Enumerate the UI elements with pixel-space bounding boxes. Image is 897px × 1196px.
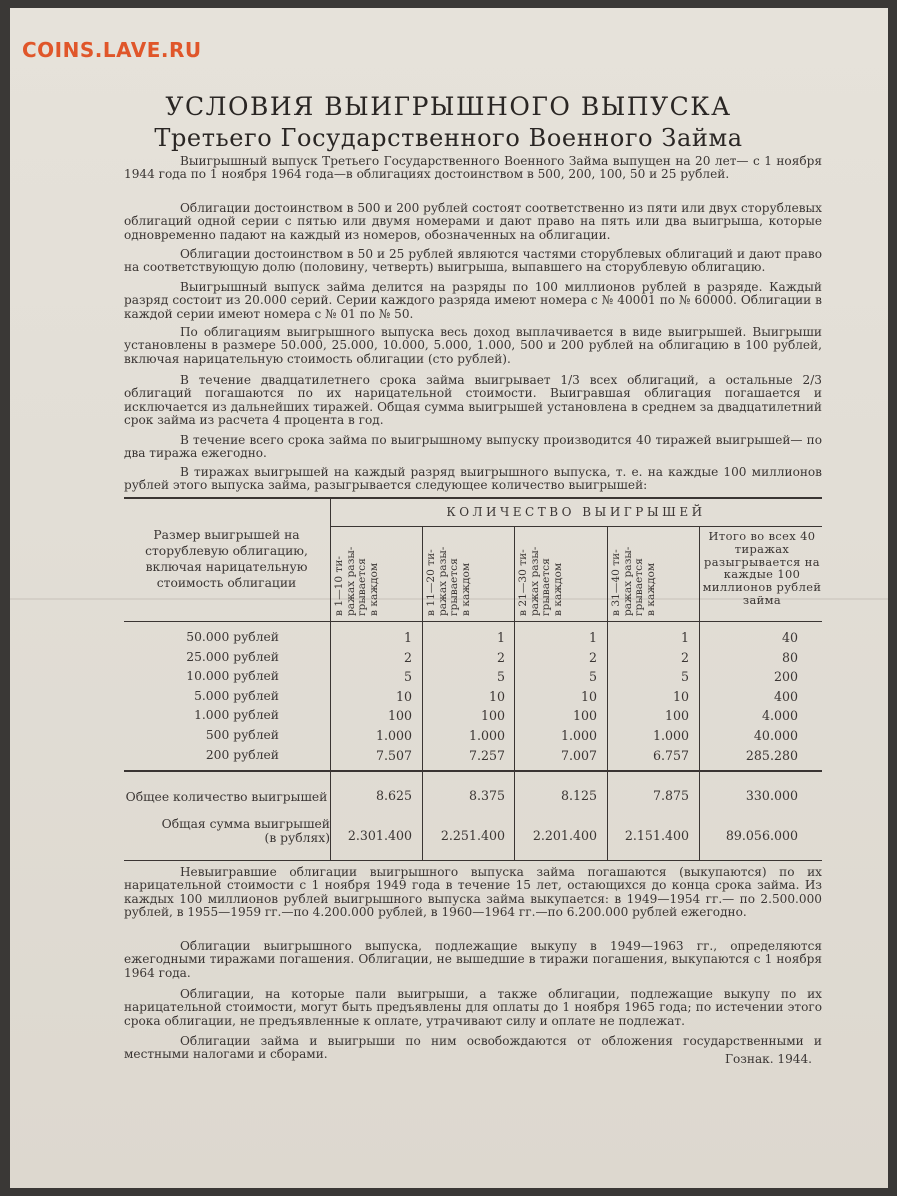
table-row-label: 5.000 рублей (194, 688, 279, 703)
row-header: Размер выигрышей на сторублевую облигацию, включая нарицательную стоимость облигации (145, 528, 308, 590)
table-cell: 10 (488, 688, 505, 704)
total-column-header: Итого во всех 40 тиражах разыгрывается на каждые 100 миллионов рублей займа (702, 529, 822, 607)
table-cell: 40.000 (753, 728, 798, 743)
total-count-cell: 8.625 (375, 788, 412, 803)
title-line-2: Третьего Государственного Военного Займа (154, 124, 743, 152)
title-line-1: УСЛОВИЯ ВЫИГРЫШНОГО ВЫПУСКА (165, 92, 732, 121)
total-sum-cell: 89.056.000 (725, 828, 798, 843)
table-cell: 100 (572, 708, 597, 724)
table-cell: 1 (496, 630, 505, 645)
outro-paragraph: Облигации, на которые пали выигрыши, а также облигации, подлежащие выкупу по их нарицательной стоимости, могут быть предъявлены для оплаты до 1 ноября 1965 года; по истечении этого срока облигации, не предъявленные к оплате, утрачивают силу и оплате не подлежат. (124, 987, 822, 1028)
column-header-1: в 1—10 ти- ражах разы- грывается в каждом (333, 546, 380, 616)
intro-paragraph: В тиражах выигрышей на каждый разряд выигрышного выпуска, т. е. на каждые 100 миллионов рублей этого выпуска займа, разыгрывается следующее количество выигрышей: (124, 465, 822, 493)
watermark: COINS.LAVE.RU (22, 38, 202, 62)
table-cell: 100 (387, 708, 412, 724)
table-cell: 2 (588, 649, 597, 665)
total-sum-cell: 2.251.400 (440, 828, 505, 843)
table-row-label: 50.000 рублей (186, 630, 279, 644)
column-header-2: в 11—20 ти- ражах разы- грывается в каждом (425, 546, 472, 616)
intro-paragraph: В течение двадцатилетнего срока займа выигрывает 1/3 всех облигаций, а остальные 2/3 облигаций погашаются по их нарицательной стоимости. Выигравшая облигация погашается и исключается из дальнейших тиражей. Общая сумма выигрышей установлена в среднем за двадцатилетний срок займа из расчета 4 процента в год. (124, 373, 822, 428)
outro-paragraph: Невыигравшие облигации выигрышного выпуска займа погашаются (выкупаются) по их нарицательной стоимости с 1 ноября 1949 года в течение 15 лет, остающихся до конца срока займа. Из каждых 100 миллионов рублей выигрышного выпуска займа выкупается: в 1949—1954 гг.— по 2.500.000 рублей, в 1955—1959 гг.—по 4.200.000 рублей, в 1960—1964 гг.—по 6.200.000 рублей ежегодно. (124, 865, 822, 920)
table-cell: 4.000 (761, 708, 798, 724)
table-cell: 1 (680, 630, 689, 645)
table-cell: 2 (496, 649, 505, 665)
table-top-border (124, 497, 822, 499)
column-header-3: в 21—30 ти- ражах разы- грывается в каждом (517, 546, 564, 616)
table-cell: 5 (496, 669, 505, 685)
table-cell: 7.507 (375, 747, 412, 763)
total-sum-cell: 2.201.400 (532, 828, 597, 843)
outro-paragraph: Облигации займа и выигрыши по ним освобождаются от обложения государственными и местными налогами и сборами. (124, 1034, 822, 1062)
total-count-label: Общее количество выигрышей (125, 790, 328, 804)
table-cell: 100 (664, 708, 689, 724)
table-cell: 2 (680, 649, 689, 665)
intro-paragraph: По облигациям выигрышного выпуска весь доход выплачивается в виде выигрышей. Выигрыши установлены в размере 50.000, 25.000, 10.000, 5.000, 1.000, 500 и 200 рублей на облигацию в 100 рублей, включая нарицательную стоимость облигации (сто рублей). (124, 325, 822, 366)
outro-paragraph: Облигации выигрышного выпуска, подлежащие выкупу в 1949—1963 гг., определяются ежегодными тиражами погашения. Облигации, не вышедшие в тиражи погашения, выкупаются с 1 ноября 1964 года. (124, 939, 822, 980)
total-sum-cell: 2.151.400 (624, 828, 689, 843)
table-cell: 7.257 (468, 747, 505, 763)
table-cell: 1 (403, 630, 412, 645)
table-cell: 1.000 (468, 728, 505, 743)
total-count-cell: 7.875 (652, 788, 689, 803)
table-row-label: 200 рублей (205, 747, 279, 762)
values-bottom-border (124, 770, 822, 772)
table-cell: 1.000 (652, 728, 689, 743)
intro-paragraph: Выигрышный выпуск займа делится на разряды по 100 миллионов рублей в разряде. Каждый разряд состоит из 20.000 серий. Серии каждого разряда имеют номера с № 40001 по № 60000. Облигации в каждой серии имеют номера с № 01 по № 50. (124, 280, 822, 321)
intro-paragraph: Выигрышный выпуск Третьего Государственного Военного Займа выпущен на 20 лет— с 1 ноября 1944 года по 1 ноября 1964 года—в облигациях достоинством в 500, 200, 100, 50 и 25 рублей. (124, 154, 822, 182)
table-cell: 10 (395, 688, 412, 704)
table-cell: 100 (480, 708, 505, 724)
table-cell: 5 (588, 669, 597, 685)
table-row-label: 500 рублей (205, 728, 279, 742)
table-row-label: 1.000 рублей (194, 708, 279, 723)
table-cell: 1 (588, 630, 597, 645)
group-header-divider (330, 526, 822, 527)
table-cell: 285.280 (745, 747, 798, 763)
table-cell: 1.000 (560, 728, 597, 743)
table-cell: 6.757 (652, 747, 689, 763)
total-count-cell: 8.125 (560, 788, 597, 803)
table-cell: 7.007 (560, 747, 597, 763)
group-header: КОЛИЧЕСТВО ВЫИГРЫШЕЙ (446, 505, 706, 519)
table-bottom-border (124, 860, 822, 861)
table-row-label: 25.000 рублей (186, 649, 279, 664)
total-sum-label: Общая сумма выигрышей (в рублях) (161, 817, 330, 845)
column-header-4: в 31—40 ти- ражах разы- грывается в каждом (610, 546, 657, 616)
table-cell: 10 (672, 688, 689, 704)
table-cell: 80 (781, 649, 798, 665)
intro-paragraph: Облигации достоинством в 50 и 25 рублей являются частями сторублевых облигаций и дают право на соответствующую долю (половину, четверть) выигрыша, выпавшего на сторублевую облигацию. (124, 247, 822, 275)
total-count-cell: 330.000 (745, 788, 798, 803)
table-cell: 2 (403, 649, 412, 665)
table-cell: 10 (580, 688, 597, 704)
table-cell: 200 (773, 669, 798, 685)
table-cell: 5 (680, 669, 689, 685)
intro-paragraph: В течение всего срока займа по выигрышному выпуску производится 40 тиражей выигрышей— по два тиража ежегодно. (124, 433, 822, 461)
table-row-label: 10.000 рублей (186, 669, 279, 684)
intro-paragraph: Облигации достоинством в 500 и 200 рублей состоят соответственно из пяти или двух сторублевых облигаций одной серии с пятью или двумя номерами и дают право на пять или два выигрыша, которые одновременно падают на каждый из номеров, обозначенных на облигации. (124, 201, 822, 242)
printer-signature: Гознак. 1944. (725, 1052, 813, 1066)
header-bottom-border (124, 621, 822, 622)
table-cell: 400 (773, 688, 798, 704)
table-cell: 5 (403, 669, 412, 685)
total-count-cell: 8.375 (468, 788, 505, 803)
table-cell: 40 (781, 630, 798, 645)
table-cell: 1.000 (375, 728, 412, 743)
total-sum-cell: 2.301.400 (347, 828, 412, 843)
